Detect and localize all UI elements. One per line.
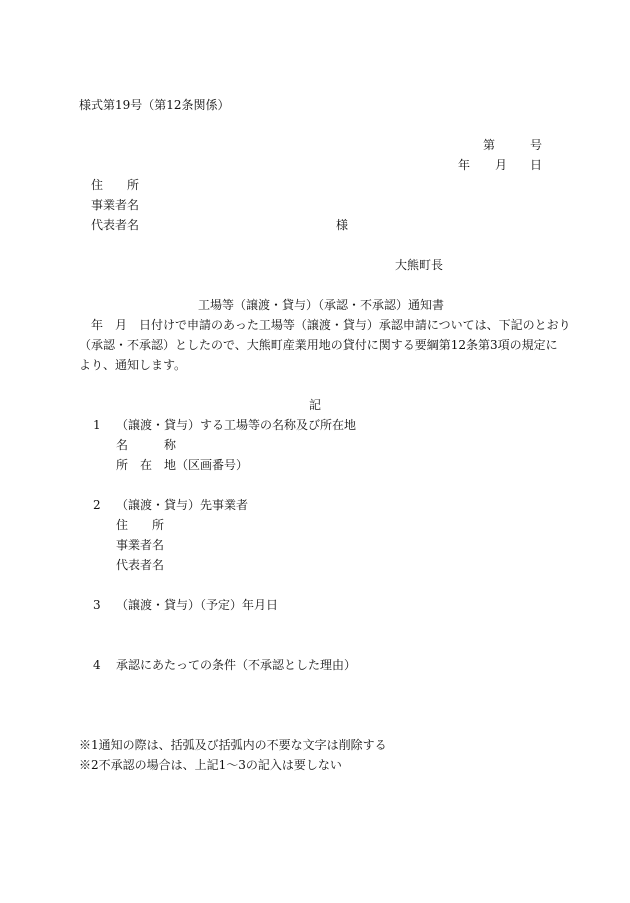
body-line-1: 年 月 日付けで申請のあった工場等（譲渡・貸与）承認申請については、下記のとおり	[91, 318, 571, 332]
recipient-address-label: 住 所	[91, 178, 140, 192]
ki-heading: 記	[309, 398, 322, 412]
item1-number: 1	[93, 418, 101, 432]
item2-text: （譲渡・貸与）先事業者	[116, 498, 249, 512]
note-2: ※2不承認の場合は、上記1～3の記入は要しない	[79, 758, 342, 772]
item3-text: （譲渡・貸与）（予定）年月日	[116, 598, 279, 612]
item1-sub-name: 名 称	[116, 438, 177, 452]
date-day: 日	[530, 158, 543, 172]
item2-sub-representative: 代表者名	[116, 558, 165, 572]
item2-sub-business-name: 事業者名	[116, 538, 165, 552]
item3-number: 3	[93, 598, 101, 612]
date-year: 年	[458, 158, 471, 172]
date-month: 月	[495, 158, 508, 172]
item1-text: （譲渡・貸与）する工場等の名称及び所在地	[116, 418, 357, 432]
recipient-representative-label: 代表者名	[91, 218, 140, 232]
doc-number-go: 号	[530, 138, 543, 152]
item4-text: 承認にあたっての条件（不承認とした理由）	[116, 658, 357, 672]
item1-sub-location: 所 在 地（区画番号）	[116, 458, 249, 472]
item2-number: 2	[93, 498, 101, 512]
form-header: 様式第19号（第12条関係）	[79, 98, 230, 112]
recipient-honorific: 様	[336, 218, 349, 232]
body-line-3: より、通知します。	[79, 358, 187, 372]
note-1: ※1通知の際は、括弧及び括弧内の不要な文字は削除する	[79, 738, 387, 752]
doc-number-dai: 第	[483, 138, 496, 152]
item2-sub-address: 住 所	[116, 518, 165, 532]
sender-name: 大熊町長	[395, 258, 444, 272]
item4-number: 4	[93, 658, 101, 672]
body-line-2: （承認・不承認）としたので、大熊町産業用地の貸付に関する要綱第12条第3項の規定に	[79, 338, 558, 352]
recipient-business-name-label: 事業者名	[91, 198, 140, 212]
document-title: 工場等（譲渡・貸与）（承認・不承認）通知書	[198, 298, 445, 312]
